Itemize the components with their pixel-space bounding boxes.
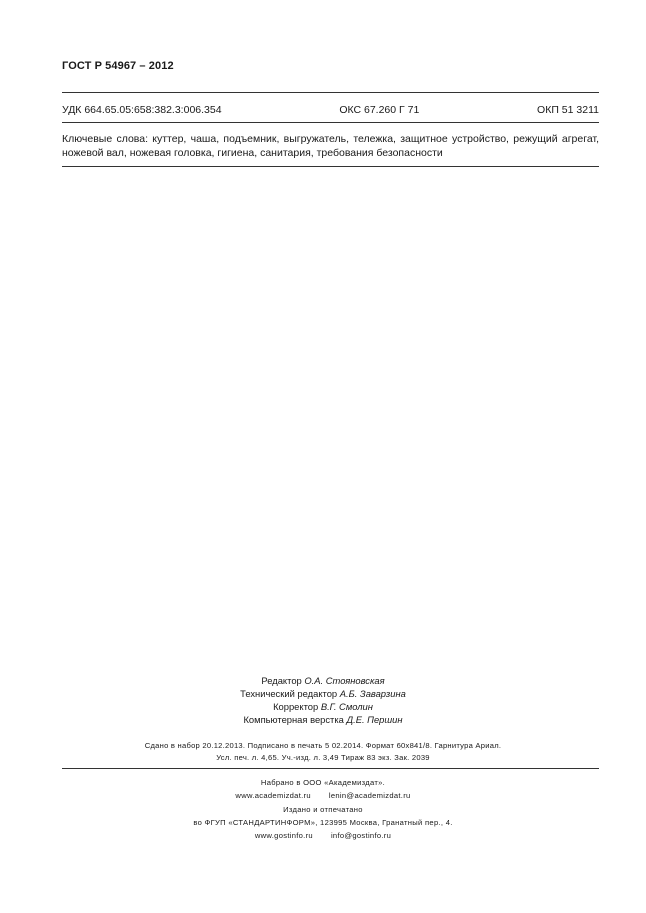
publisher-email-link[interactable]: lenin@academizdat.ru <box>328 791 411 800</box>
keywords-paragraph: Ключевые слова: куттер, чаша, подъемник, выгружатель, тележка, защитное устройство, режущий агрегат, ножевой вал, ножевая головка, гигиена, санитария, требования безопасности <box>62 133 599 159</box>
printer-contacts <box>0 829 646 842</box>
credit-editor <box>0 674 646 687</box>
imprint-block <box>0 740 646 764</box>
document-title: ГОСТ Р 54967 – 2012 <box>62 60 174 72</box>
classification-row <box>62 104 599 116</box>
printer-email-link[interactable]: info@gostinfo.ru <box>330 831 392 840</box>
printer-website-link[interactable]: www.gostinfo.ru <box>254 831 313 840</box>
keywords-divider <box>62 166 599 167</box>
okp-code: ОКП 51 3211 <box>537 104 599 116</box>
printer-line-1: Издано и отпечатано <box>283 805 363 814</box>
credit-tech-editor <box>0 687 646 700</box>
credit-tech-editor-role: Технический редактор <box>240 688 338 699</box>
credit-editor-name: О.А. Стояновская <box>304 675 385 686</box>
credits-block <box>0 674 646 726</box>
credit-tech-editor-name: А.Б. Заварзина <box>339 688 406 699</box>
printer-block <box>0 803 646 842</box>
publisher-block <box>0 776 646 802</box>
credit-layout <box>0 713 646 726</box>
publisher-website-link[interactable]: www.academizdat.ru <box>235 791 311 800</box>
credit-layout-name: Д.Е. Першин <box>346 714 403 725</box>
top-divider <box>62 92 599 93</box>
publisher-contacts <box>0 789 646 802</box>
credit-layout-role: Компьютерная верстка <box>243 714 344 725</box>
imprint-line-1: Сдано в набор 20.12.2013. Подписано в печать 5 02.2014. Формат 60x841/8. Гарнитура Ариал. <box>144 741 502 750</box>
credit-corrector <box>0 700 646 713</box>
classification-divider <box>62 122 599 123</box>
imprint-divider <box>62 768 599 769</box>
publisher-line-1: Набрано в ООО «Академиздат». <box>260 778 386 787</box>
imprint-line-2: Усл. печ. л. 4,65. Уч.-изд. л. 3,49 Тираж 83 экз. Зак. 2039 <box>216 753 430 762</box>
credit-editor-role: Редактор <box>261 675 302 686</box>
udc-code: УДК 664.65.05:658:382.3:006.354 <box>62 104 222 116</box>
oks-code: ОКС 67.260 Г 71 <box>339 104 420 116</box>
credit-corrector-name: В.Г. Смолин <box>320 701 373 712</box>
printer-line-2: во ФГУП «СТАНДАРТИНФОРМ», 123995 Москва, Гранатный пер., 4. <box>193 818 453 827</box>
credit-corrector-role: Корректор <box>273 701 319 712</box>
